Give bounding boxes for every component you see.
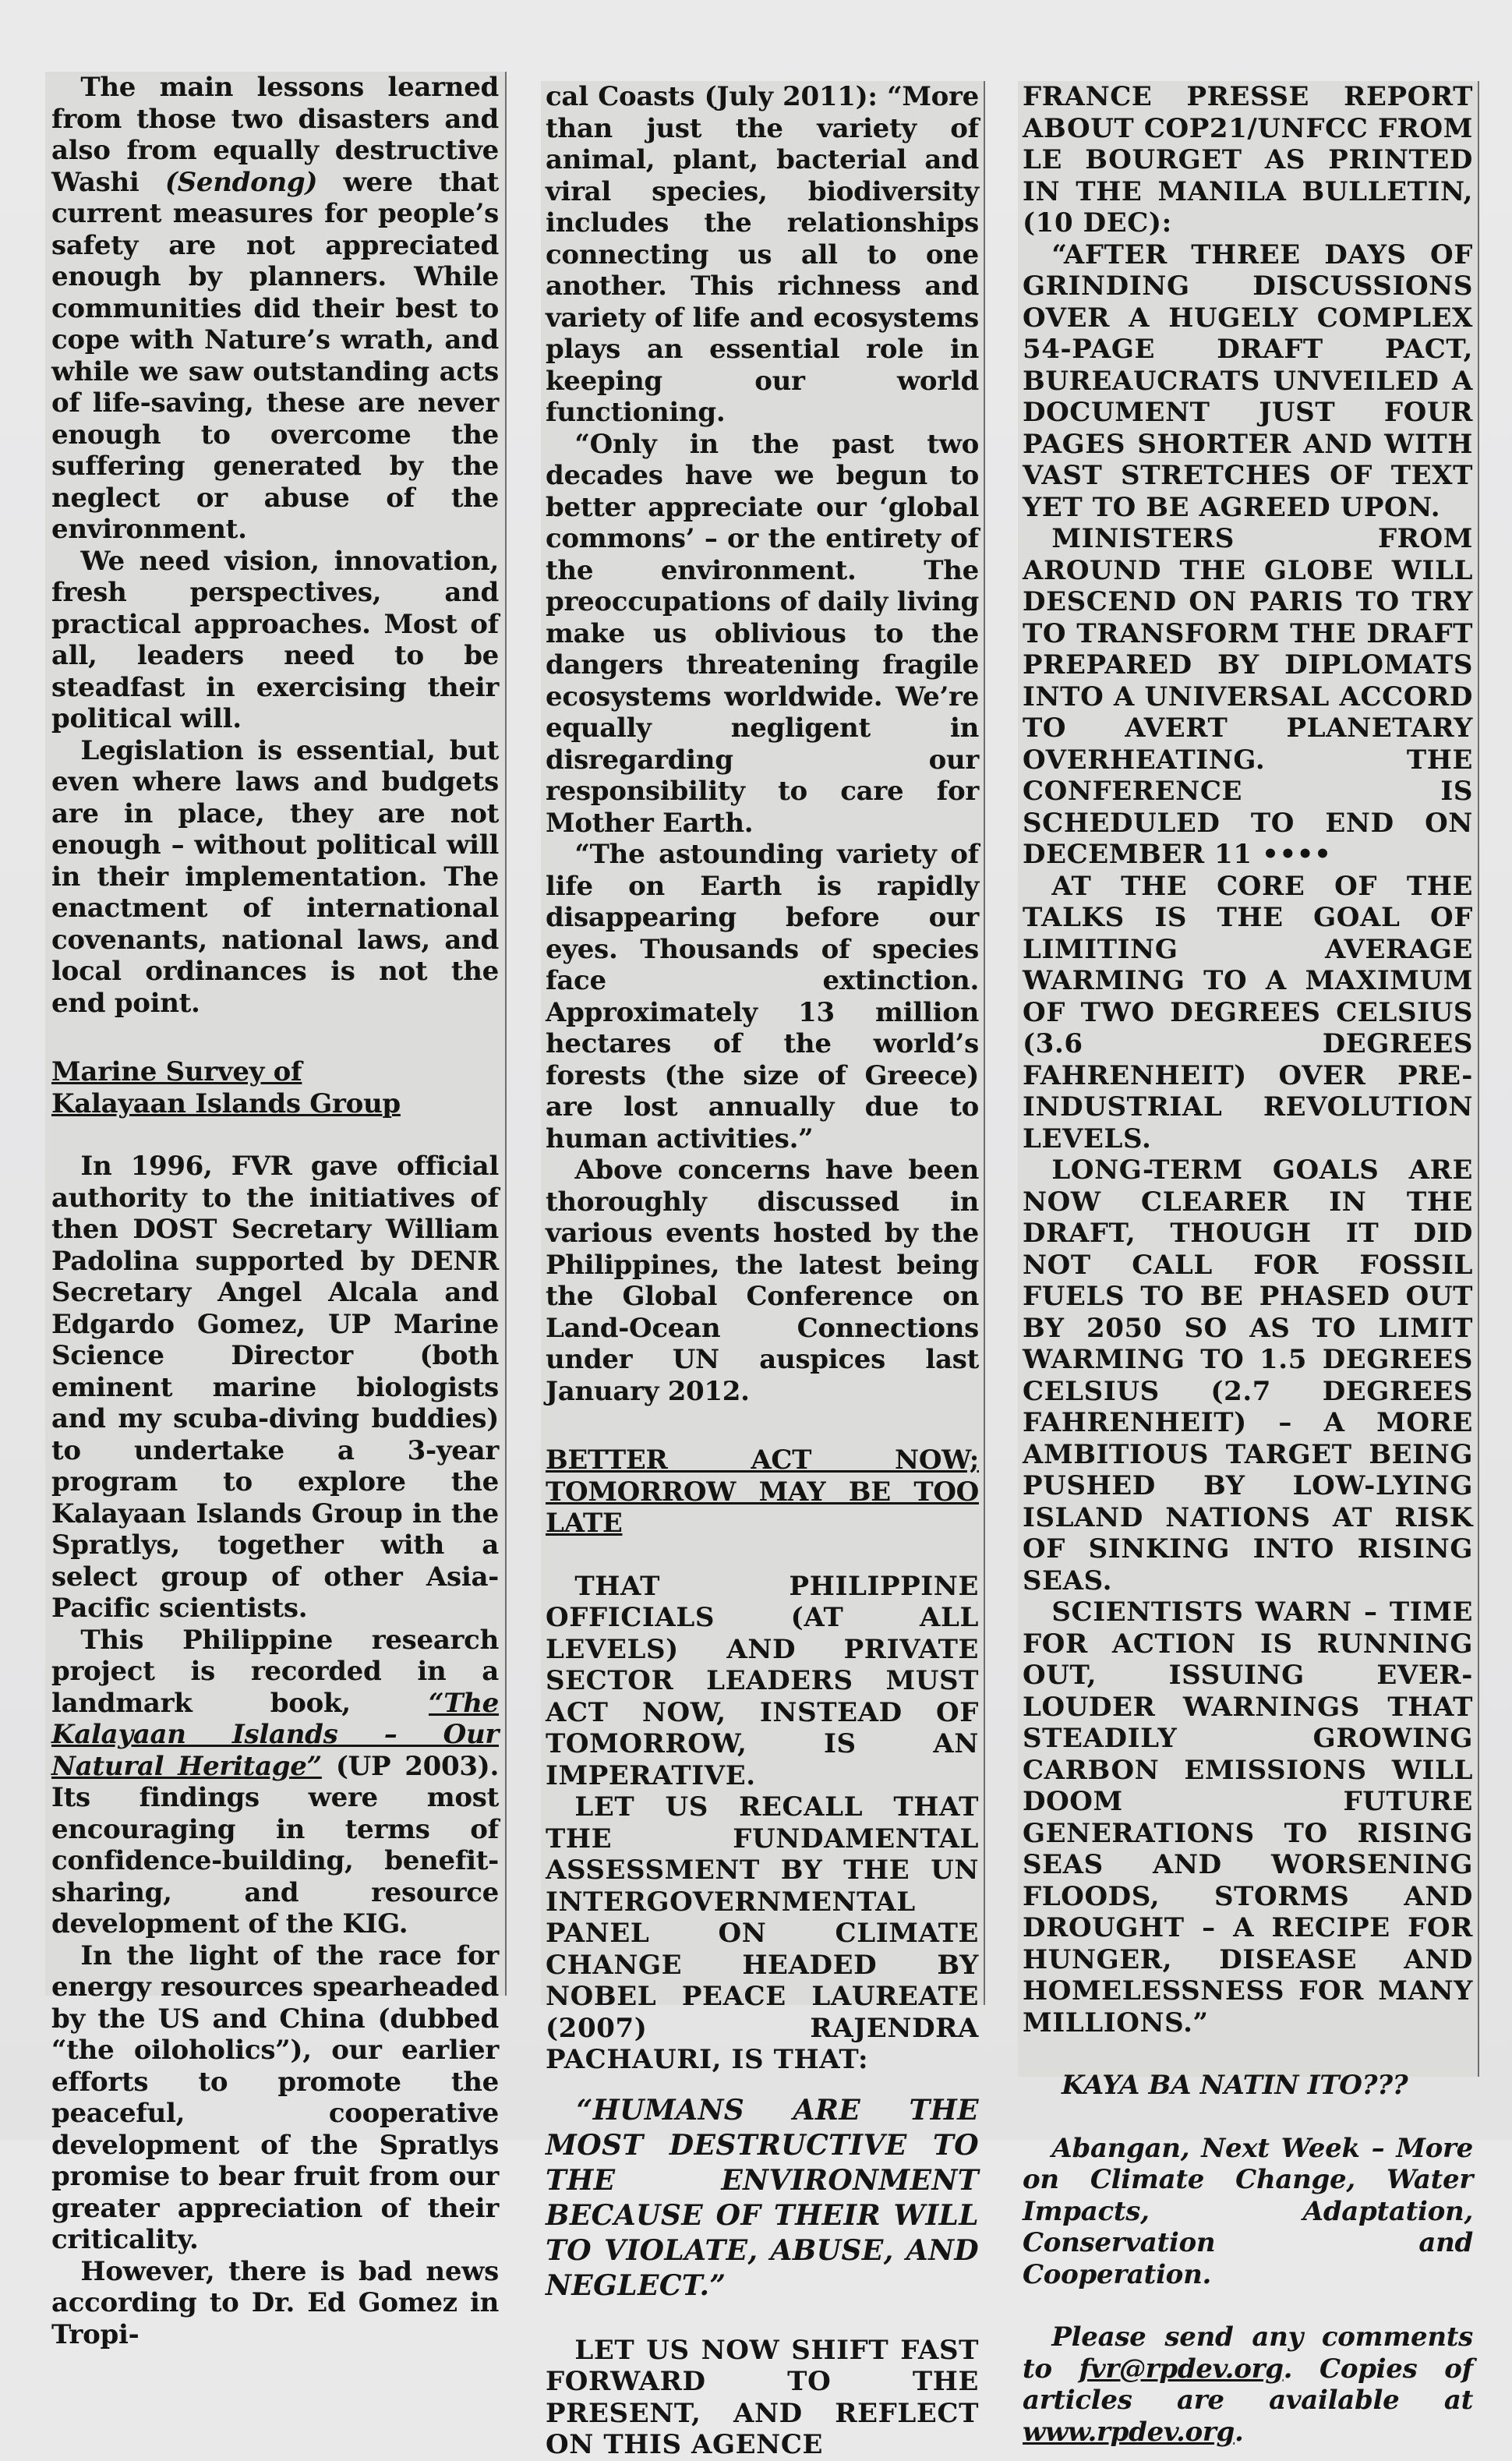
col2-paragraph-6: LET US RECALL THAT THE FUNDAMENTAL ASSESSMENT BY THE UN INTERGOVERNMENTAL PANEL ON CLIMATE CHANGE HEADED BY NOBEL PEACE LAUREATE (2007) RAJENDRA PACHAURI, IS THAT: — [546, 1791, 979, 2075]
col3-paragraph-1: FRANCE PRESSE REPORT ABOUT COP21/UNFCC FROM LE BOURGET AS PRINTED IN THE MANILA BULLETIN, (10 DEC): — [1023, 81, 1473, 239]
tagline-kaya-ba-natin: KAYA BA NATIN ITO??? — [1062, 2070, 1408, 2101]
col3-paragraph-6: SCIENTISTS WARN – TIME FOR ACTION IS RUNNING OUT, ISSUING EVER-LOUDER WARNINGS THAT STEADILY GROWING CARBON EMISSIONS WILL DOOM FUTURE GENERATIONS TO RISING SEAS AND WORSENING FLOODS, STORMS AND DROUGHT – A RECIPE FOR HUNGER, DISEASE AND HOMELESSNESS FOR MANY MILLIONS.” — [1023, 1596, 1473, 2038]
column-3 — [1018, 81, 1479, 2448]
col1-paragraph-7: However, there is bad news according to Dr. Ed Gomez in Tropi- — [51, 2255, 499, 2350]
column-1 — [45, 72, 507, 2350]
col2-paragraph-5: THAT PHILIPPINE OFFICIALS (AT ALL LEVELS) AND PRIVATE SECTOR LEADERS MUST ACT NOW, INSTEAD OF TOMORROW, IS AN IMPERATIVE. — [546, 1570, 979, 1791]
comments-note: Please send any comments to fvr@rpdev.org. Copies of articles are available at www.rpdev.org. — [1023, 2321, 1474, 2448]
col1-paragraph-4: In 1996, FVR gave official authority to the initiatives of then DOST Secretary William Padolina supported by DENR Secretary Angel Alcala and Edgardo Gomez, UP Marine Science Director (both eminent marine biologists and my scuba-diving buddies) to undertake a 3-year program to explore the Kalayaan Islands Group in the Spratlys, together with a select group of other Asia-Pacific scientists. — [51, 1151, 499, 1624]
col2-paragraph-1: cal Coasts (July 2011): “More than just the variety of animal, plant, bacterial and viral species, biodiversity includes the relationships connecting us all to one another. This richness and variety of life and ecosystems plays an essential role in keeping our world functioning. — [546, 81, 979, 428]
col1-paragraph-1: The main lessons learned from those two disasters and also from equally destructive Washi (Sendong) were that current measures for people’s safety are not appreciated enough by planners. While communities did their best to cope with Nature’s wrath, and while we saw outstanding acts of life-saving, these are never enough to overcome the suffering generated by the neglect or abuse of the environment. — [51, 72, 500, 545]
col3-paragraph-2: “AFTER THREE DAYS OF GRINDING DISCUSSIONS OVER A HUGELY COMPLEX 54-PAGE DRAFT PACT, BUREAUCRATS UNVEILED A DOCUMENT JUST FOUR PAGES SHORTER AND WITH VAST STRETCHES OF TEXT YET TO BE AGREED UPON. — [1023, 239, 1473, 523]
ipcc-quote: “HUMANS ARE THE MOST DESTRUCTIVE TO THE ENVIRONMENT BECAUSE OF THEIR WILL TO VIOLATE, ABUSE, AND NEGLECT.” — [546, 2093, 979, 2302]
col1-paragraph-5: This Philippine research project is recorded in a landmark book, “The Kalayaan Islands – Our Natural Heritage” (UP 2003). Its findings were most encouraging in terms of confidence-building, benefit-sharing, and resource development of the KIG. — [51, 1624, 500, 1939]
col1-paragraph-2: We need vision, innovation, fresh perspectives, and practical approaches. Most of all, leaders need to be steadfast in exercising their political will. — [51, 545, 499, 734]
col1-paragraph-6: In the light of the race for energy resources spearheaded by the US and China (dubbed “the oiloholics”), our earlier efforts to promote the peaceful, cooperative development of the Spratlys promise to bear fruit from our greater appreciation of their criticality. — [51, 1939, 499, 2255]
col2-paragraph-7: LET US NOW SHIFT FAST FORWARD TO THE PRESENT, AND REFLECT ON THIS AGENCE — [546, 2334, 979, 2460]
col1-paragraph-3: Legislation is essential, but even where laws and budgets are in place, they are not enough – without political will in their implementation. The enactment of international covenants, national laws, and local ordinances is not the end point. — [51, 734, 499, 1019]
col2-paragraph-3: “The astounding variety of life on Earth is rapidly disappearing before our eyes. Thousands of species face extinction. Approximately 13 million hectares of the world’s forests (the size of Greece) are lost annually due to human activities.” — [546, 839, 979, 1154]
section-heading-better-act-now: BETTER ACT NOW; TOMORROW MAY BE TOO LATE — [546, 1444, 979, 1539]
next-week-note: Abangan, Next Week – More on Climate Change, Water Impacts, Adaptation, Conservation and Cooperation. — [1023, 2132, 1473, 2290]
col3-paragraph-5: LONG-TERM GOALS ARE NOW CLEARER IN THE DRAFT, THOUGH IT DID NOT CALL FOR FOSSIL FUELS TO BE PHASED OUT BY 2050 SO AS TO LIMIT WARMING TO 1.5 DEGREES CELSIUS (2.7 DEGREES FAHRENHEIT) – A MORE AMBITIOUS TARGET BEING PUSHED BY LOW-LYING ISLAND NATIONS AT RISK OF SINKING INTO RISING SEAS. — [1023, 1154, 1473, 1596]
email-link[interactable]: fvr@rpdev.org — [1079, 2353, 1284, 2385]
section-heading-marine-survey: Marine Survey of Kalayaan Islands Group — [51, 1056, 401, 1119]
col2-paragraph-2: “Only in the past two decades have we begun to better appreciate our ‘global commons’ – or the entirety of the environment. The preoccupations of daily living make us oblivious to the dangers threatening fragile ecosystems worldwide. We’re equally negligent in disregarding our responsibility to care for Mother Earth. — [546, 428, 979, 839]
book-title: “The Kalayaan Islands – Our Natural Heritage” — [51, 1687, 499, 1782]
sendong-italic: (Sendong) — [164, 166, 318, 198]
column-2 — [541, 81, 985, 2460]
col2-paragraph-4: Above concerns have been thoroughly discussed in various events hosted by the Philippines, the latest being the Global Conference on Land-Ocean Connections under UN auspices last January 2012. — [546, 1154, 979, 1407]
col3-paragraph-4: AT THE CORE OF THE TALKS IS THE GOAL OF LIMITING AVERAGE WARMING TO A MAXIMUM OF TWO DEGREES CELSIUS (3.6 DEGREES FAHRENHEIT) OVER PRE-INDUSTRIAL REVOLUTION LEVELS. — [1023, 870, 1473, 1154]
col3-paragraph-3: MINISTERS FROM AROUND THE GLOBE WILL DESCEND ON PARIS TO TRY TO TRANSFORM THE DRAFT PREPARED BY DIPLOMATS INTO A UNIVERSAL ACCORD TO AVERT PLANETARY OVERHEATING. THE CONFERENCE IS SCHEDULED TO END ON DECEMBER 11 •••• — [1023, 523, 1473, 870]
website-link[interactable]: www.rpdev.org — [1023, 2416, 1235, 2448]
